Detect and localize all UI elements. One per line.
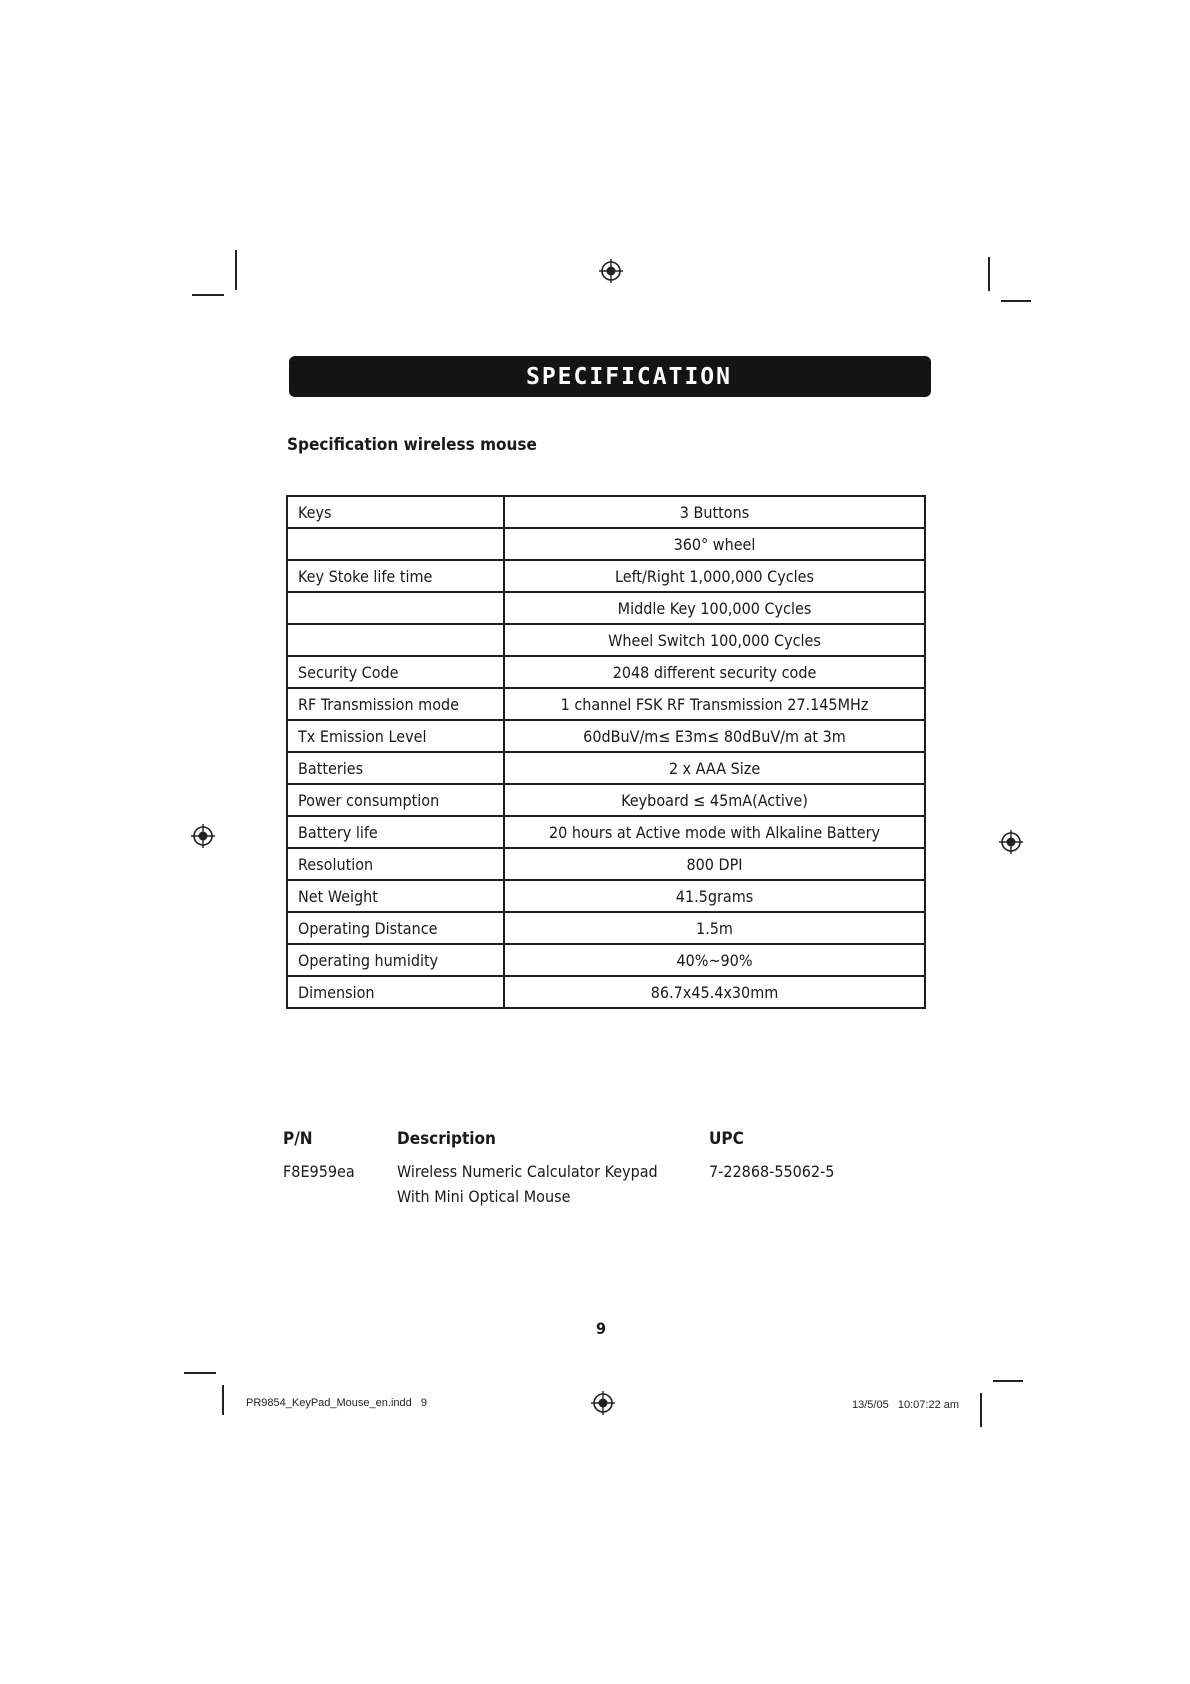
spec-value: 800 DPI: [504, 848, 925, 880]
registration-mark-left-icon: [191, 824, 215, 848]
spec-key: Dimension: [287, 976, 504, 1008]
spec-value: 1 channel FSK RF Transmission 27.145MHz: [504, 688, 925, 720]
subtitle: Specification wireless mouse: [287, 435, 537, 455]
crop-mark-top-right-h: [1001, 300, 1031, 302]
spec-key: Tx Emission Level: [287, 720, 504, 752]
spec-value: 360° wheel: [504, 528, 925, 560]
registration-mark-bottom-icon: [591, 1391, 615, 1415]
spec-value: 40%~90%: [504, 944, 925, 976]
spec-key: Security Code: [287, 656, 504, 688]
section-title: SPECIFICATION: [525, 363, 732, 390]
table-row: [287, 944, 925, 976]
pn-label: P/N: [283, 1129, 313, 1149]
spec-value: 60dBuV/m≤ E3m≤ 80dBuV/m at 3m: [504, 720, 925, 752]
description-line-1: Wireless Numeric Calculator Keypad: [397, 1162, 658, 1181]
spec-table: [286, 495, 926, 1009]
spec-value: 41.5grams: [504, 880, 925, 912]
footer-timestamp: 13/5/05 10:07:22 am: [852, 1399, 960, 1411]
spec-value: 2048 different security code: [504, 656, 925, 688]
table-row: [287, 560, 925, 592]
spec-key: [287, 592, 504, 624]
crop-mark-top-left-h: [192, 294, 224, 296]
spec-key: Operating Distance: [287, 912, 504, 944]
table-row: [287, 624, 925, 656]
table-row: [287, 688, 925, 720]
registration-mark-top-icon: [599, 259, 623, 283]
spec-value: 1.5m: [504, 912, 925, 944]
table-row: [287, 976, 925, 1008]
spec-value: Keyboard ≤ 45mA(Active): [504, 784, 925, 816]
spec-key: Operating humidity: [287, 944, 504, 976]
spec-key: RF Transmission mode: [287, 688, 504, 720]
crop-mark-bottom-left-h: [184, 1372, 216, 1374]
crop-mark-bottom-right-h: [993, 1380, 1023, 1382]
crop-mark-top-left-v: [235, 250, 237, 290]
table-row: [287, 496, 925, 528]
table-row: [287, 720, 925, 752]
page-number: 9: [596, 1319, 607, 1338]
spec-value: Wheel Switch 100,000 Cycles: [504, 624, 925, 656]
table-row: [287, 880, 925, 912]
spec-key: [287, 624, 504, 656]
upc-label: UPC: [709, 1129, 744, 1149]
spec-value: Middle Key 100,000 Cycles: [504, 592, 925, 624]
spec-key: Power consumption: [287, 784, 504, 816]
spec-value: 3 Buttons: [504, 496, 925, 528]
registration-mark-right-icon: [999, 830, 1023, 854]
crop-mark-bottom-left-v: [222, 1385, 224, 1415]
spec-key: Keys: [287, 496, 504, 528]
table-row: [287, 528, 925, 560]
table-row: [287, 592, 925, 624]
pn-value: F8E959ea: [283, 1162, 355, 1181]
spec-key: [287, 528, 504, 560]
spec-value: 2 x AAA Size: [504, 752, 925, 784]
table-row: [287, 912, 925, 944]
table-row: [287, 848, 925, 880]
crop-mark-top-right-v: [988, 257, 990, 291]
spec-key: Resolution: [287, 848, 504, 880]
spec-value: 20 hours at Active mode with Alkaline Battery: [504, 816, 925, 848]
crop-mark-bottom-right-v: [980, 1393, 982, 1427]
table-row: [287, 656, 925, 688]
spec-value: 86.7x45.4x30mm: [504, 976, 925, 1008]
spec-key: Battery life: [287, 816, 504, 848]
description-label: Description: [397, 1129, 496, 1149]
spec-key: Key Stoke life time: [287, 560, 504, 592]
description-line-2: With Mini Optical Mouse: [397, 1187, 571, 1206]
spec-value: Left/Right 1,000,000 Cycles: [504, 560, 925, 592]
spec-key: Batteries: [287, 752, 504, 784]
spec-key: Net Weight: [287, 880, 504, 912]
table-row: [287, 752, 925, 784]
table-row: [287, 816, 925, 848]
footer-file-name: PR9854_KeyPad_Mouse_en.indd 9: [246, 1397, 428, 1409]
upc-value: 7-22868-55062-5: [709, 1162, 835, 1181]
section-header-bar: [289, 356, 931, 397]
table-row: [287, 784, 925, 816]
